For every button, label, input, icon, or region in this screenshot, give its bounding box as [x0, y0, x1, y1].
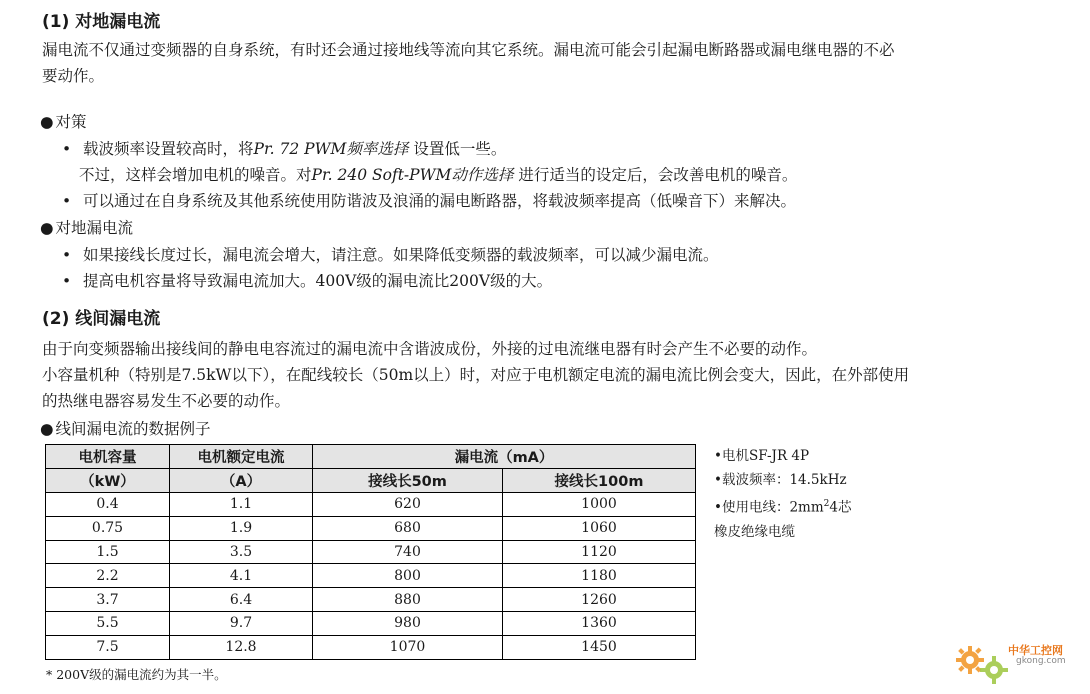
- countermeasure-title: [40, 110, 87, 132]
- side-note-cable: [714, 492, 851, 520]
- side-note-cable-sup: 2: [823, 499, 830, 509]
- cell-current: 1.9: [170, 516, 313, 540]
- example-title-text: 线间漏电流的数据例子: [55, 420, 211, 438]
- cell-capacity: 0.75: [46, 516, 170, 540]
- example-title: [40, 417, 211, 439]
- param-pr72: Pr. 72 PWM频率选择: [253, 140, 409, 158]
- table-row: [46, 540, 696, 564]
- leakage-data-table: [45, 444, 696, 660]
- cell-leak-50m: 680: [313, 516, 503, 540]
- table-row: [46, 564, 696, 588]
- bullet-icon: •: [62, 246, 72, 264]
- bullet1-text-a: 载波频率设置较高时，将: [83, 140, 254, 158]
- table-row: [46, 516, 696, 540]
- cell-capacity: 3.7: [46, 588, 170, 612]
- cell-current: 6.4: [170, 588, 313, 612]
- side-note-carrier-frequency: •载波频率：14.5kHz: [714, 472, 847, 488]
- footnote: * 200V级的漏电流约为其一半。: [46, 667, 227, 682]
- watermark-text-cn: 中华工控网: [1008, 644, 1063, 657]
- countermeasure-bullet-1: [62, 137, 506, 159]
- bullet2-text: 可以通过在自身系统及其他系统使用防谐波及浪涌的漏电断路器，将载波频率提高（低噪音下）来解决。: [83, 192, 797, 210]
- bullet1-line2-text-b: 进行适当的设定后，会改善电机的噪音。: [518, 166, 798, 184]
- cell-capacity: 5.5: [46, 611, 170, 635]
- cell-leak-50m: 740: [313, 540, 503, 564]
- table-row: [46, 635, 696, 659]
- cell-leak-100m: 1060: [503, 516, 696, 540]
- bullet-icon: •: [62, 140, 72, 158]
- table-header-row-1: [46, 445, 696, 469]
- ground-bullet-1: [62, 243, 719, 265]
- section2-para-line3: 的热继电器容易发生不必要的动作。: [42, 392, 291, 410]
- side-notes: [714, 444, 851, 544]
- cell-leak-100m: 1000: [503, 493, 696, 517]
- side-note-cable-cores: 4芯: [829, 499, 852, 516]
- cell-current: 4.1: [170, 564, 313, 588]
- section2-para-line2: 小容量机种（特别是7.5kW以下），在配线较长（50m以上）时，对应于电机额定电流的漏电流比例会变大，因此，在外部使用: [42, 366, 910, 384]
- cell-leak-50m: 620: [313, 493, 503, 517]
- side-note-cable-text: •使用电线：2mm: [714, 499, 824, 516]
- header-current-unit: （A）: [170, 469, 313, 493]
- cell-leak-100m: 1120: [503, 540, 696, 564]
- cell-leak-50m: 800: [313, 564, 503, 588]
- section1-para-line2: 要动作。: [42, 67, 105, 85]
- section2-para-line1: 由于向变频器输出接线间的静电电容流过的漏电流中含谐波成份，外接的过电流继电器有时会产生不必要的动作。: [42, 340, 818, 358]
- table-row: [46, 611, 696, 635]
- ground-leak-title-text: 对地漏电流: [55, 219, 134, 237]
- ground-bullet1-text: 如果接线长度过长，漏电流会增大，请注意。如果降低变频器的载波频率，可以减少漏电流。: [83, 246, 719, 264]
- table-row: [46, 588, 696, 612]
- bullet-icon: •: [62, 272, 72, 290]
- cell-leak-50m: 1070: [313, 635, 503, 659]
- cell-capacity: 0.4: [46, 493, 170, 517]
- bullet1-line2-text-a: 不过，这样会增加电机的噪音。对: [79, 166, 312, 184]
- filled-bullet-icon: ●: [40, 113, 54, 131]
- cell-capacity: 7.5: [46, 635, 170, 659]
- header-rated-current: 电机额定电流: [170, 445, 313, 469]
- cell-current: 12.8: [170, 635, 313, 659]
- header-leakage-current: 漏电流（mA）: [313, 445, 696, 469]
- side-note-insulation: 橡皮绝缘电缆: [714, 523, 795, 540]
- cell-leak-50m: 880: [313, 588, 503, 612]
- filled-bullet-icon: ●: [40, 420, 54, 438]
- section1-para-line1: 漏电流不仅通过变频器的自身系统，有时还会通过接地线等流向其它系统。漏电流可能会引起漏电断路器或漏电继电器的不必: [42, 41, 895, 59]
- cell-leak-100m: 1260: [503, 588, 696, 612]
- cell-current: 9.7: [170, 611, 313, 635]
- section2-heading: (2) 线间漏电流: [42, 309, 161, 329]
- header-capacity-unit: （kW）: [46, 469, 170, 493]
- countermeasure-bullet-2: [62, 189, 796, 211]
- side-note-motor: •电机SF-JR 4P: [714, 448, 810, 464]
- cell-leak-100m: 1360: [503, 611, 696, 635]
- param-pr240: Pr. 240 Soft-PWM动作选择: [311, 166, 514, 184]
- ground-leak-title: [40, 216, 133, 238]
- gkong-watermark-logo: [956, 638, 1086, 688]
- table-row: [46, 493, 696, 517]
- header-motor-capacity: 电机容量: [46, 445, 170, 469]
- countermeasure-bullet-1-line2: [79, 163, 797, 185]
- cell-capacity: 1.5: [46, 540, 170, 564]
- header-wire-50m: 接线长50m: [313, 469, 503, 493]
- filled-bullet-icon: ●: [40, 219, 54, 237]
- bullet-icon: •: [62, 192, 72, 210]
- cell-leak-100m: 1450: [503, 635, 696, 659]
- cell-current: 3.5: [170, 540, 313, 564]
- cell-capacity: 2.2: [46, 564, 170, 588]
- cell-current: 1.1: [170, 493, 313, 517]
- countermeasure-title-text: 对策: [55, 113, 87, 131]
- table-header-row-2: [46, 469, 696, 493]
- ground-bullet2-text: 提高电机容量将导致漏电流加大。400V级的漏电流比200V级的大。: [83, 272, 553, 290]
- bullet1-text-b: 设置低一些。: [413, 140, 507, 158]
- cell-leak-100m: 1180: [503, 564, 696, 588]
- watermark-text-url: gkong.com: [1016, 656, 1066, 666]
- section1-heading: (1) 对地漏电流: [42, 12, 161, 32]
- ground-bullet-2: [62, 269, 552, 291]
- cell-leak-50m: 980: [313, 611, 503, 635]
- header-wire-100m: 接线长100m: [503, 469, 696, 493]
